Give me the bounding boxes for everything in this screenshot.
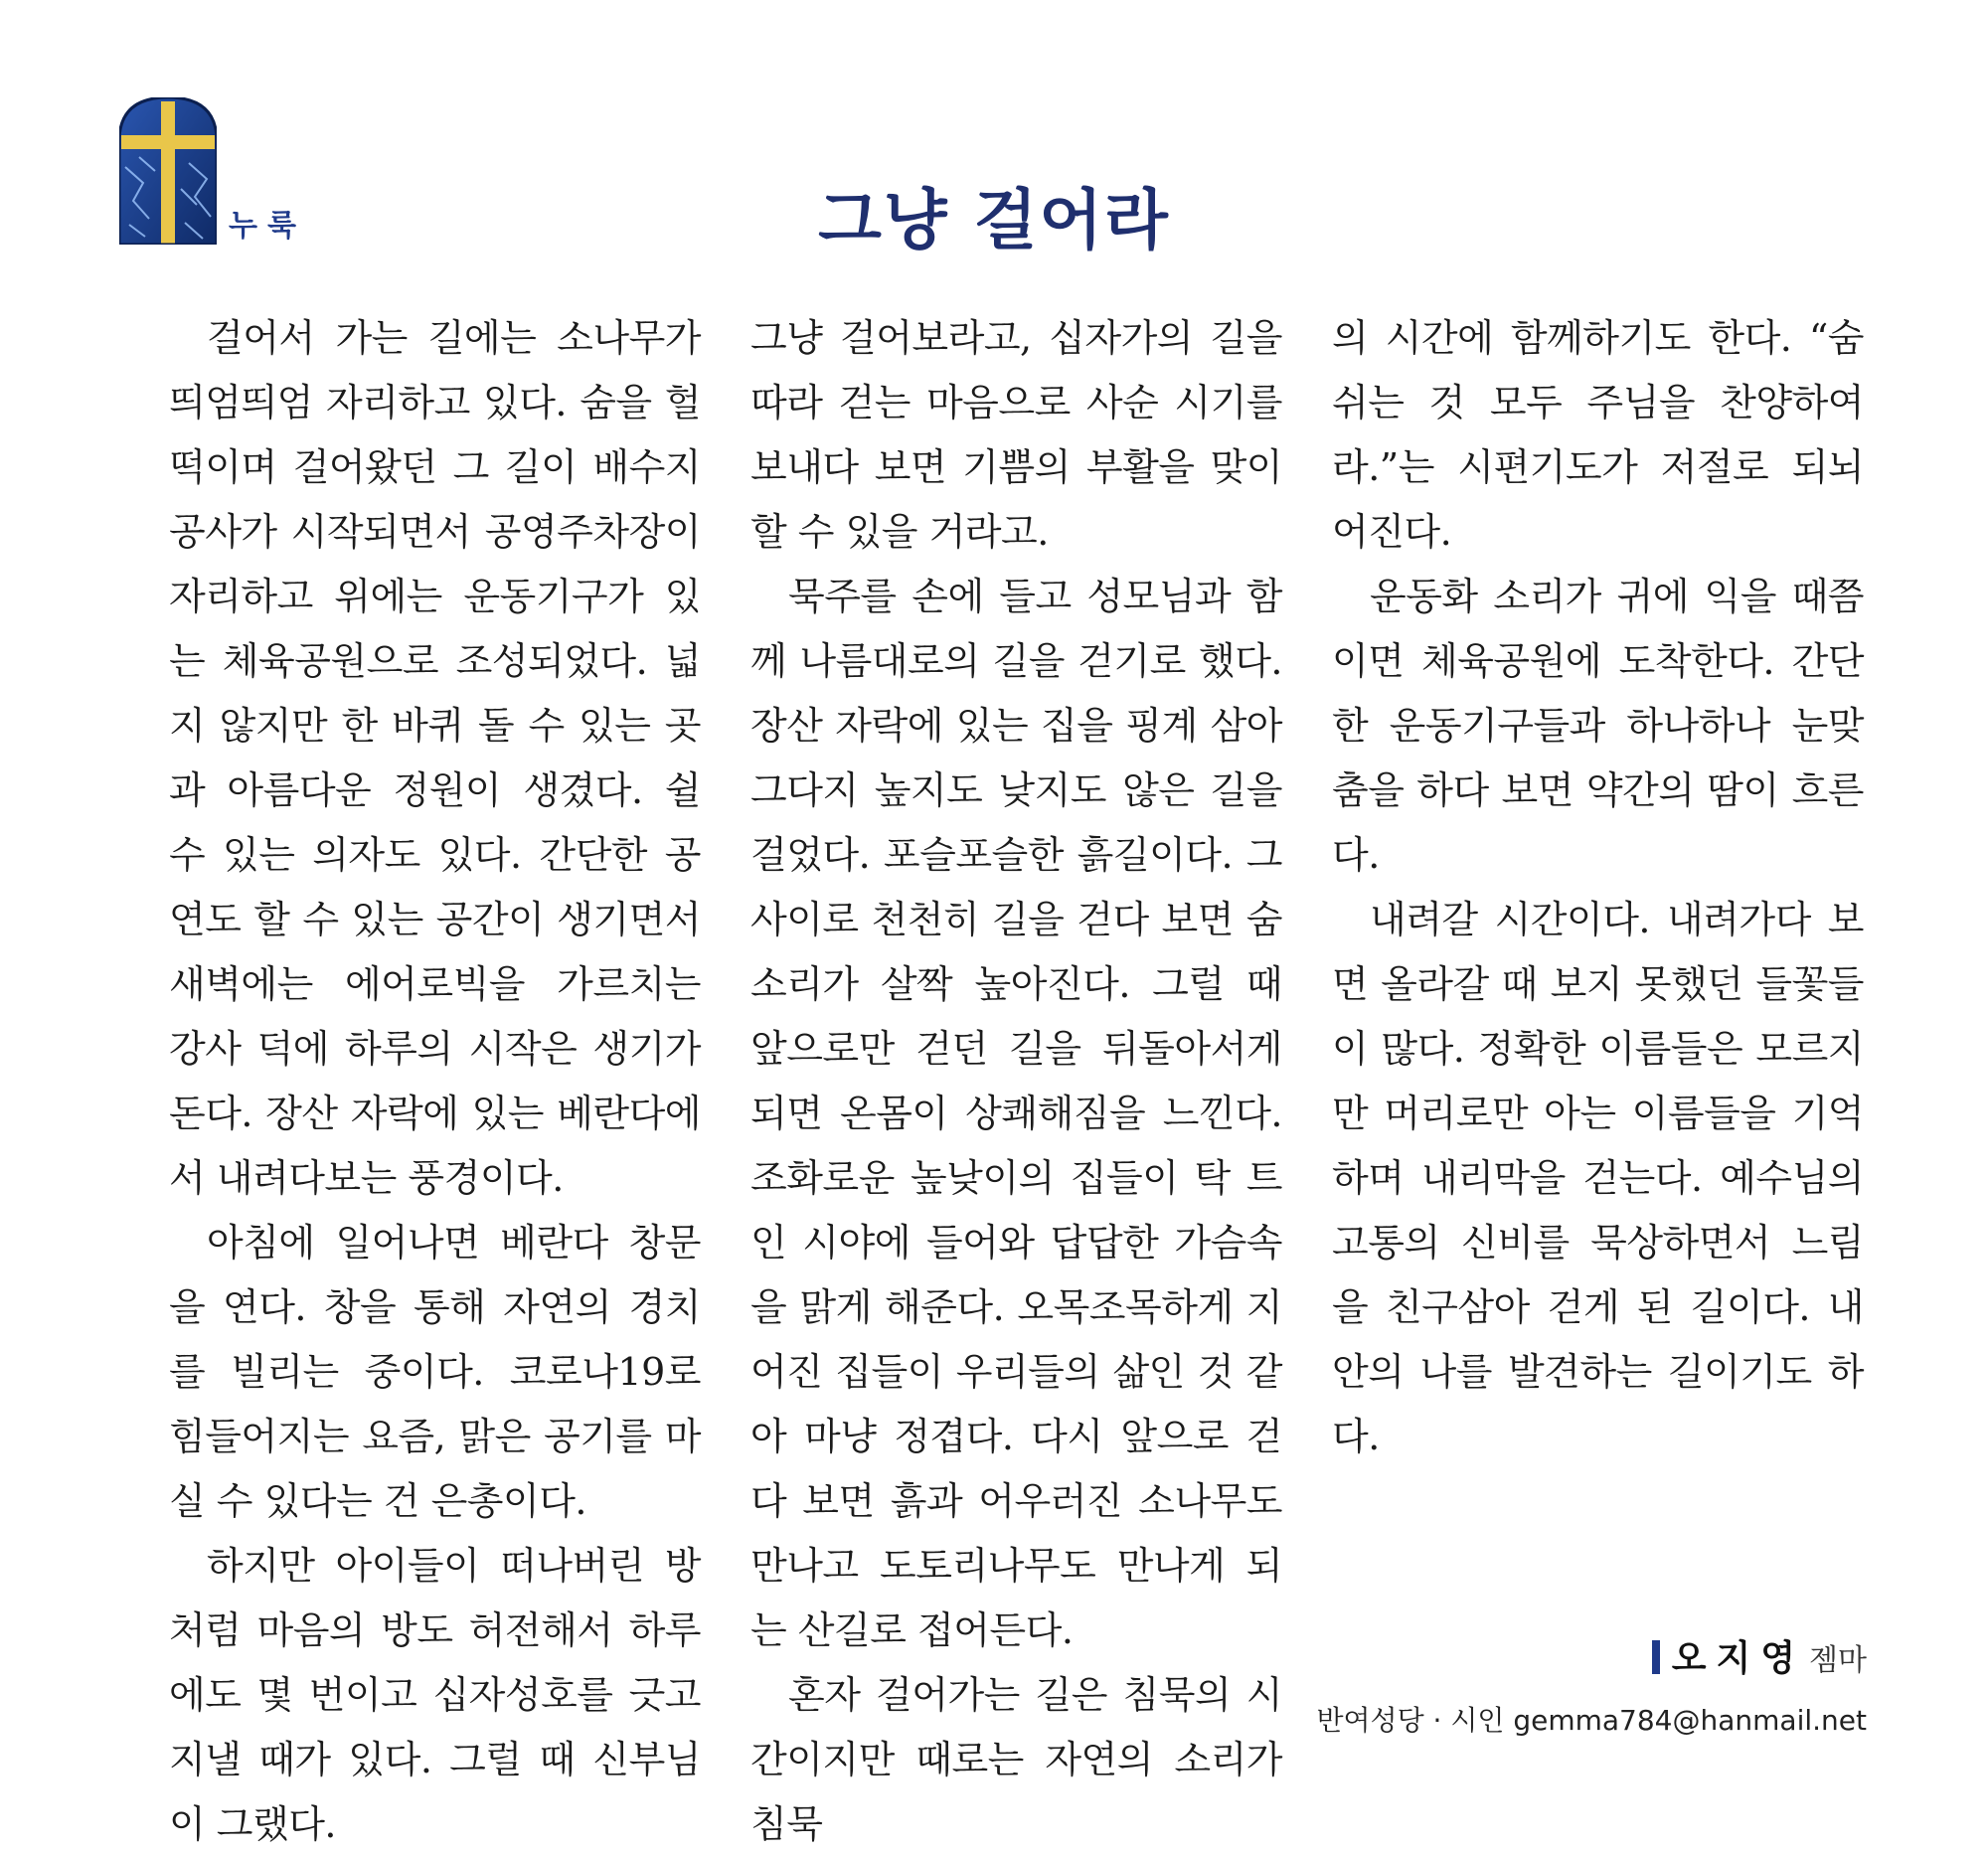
section-label: 누룩 <box>229 209 306 244</box>
article-body <box>169 306 1864 1846</box>
paragraph: 아침에 일어나면 베란다 창문을 연다. 창을 통해 자연의 경치를 빌리는 중이다. 코로나19로 힘들어지는 요즘, 맑은 공기를 마실 수 있다는 건 은총이다. <box>169 1221 701 1523</box>
author-name: 오지영 <box>1671 1638 1806 1679</box>
article-header <box>119 97 1869 256</box>
paragraph: 의 시간에 함께하기도 한다. “숨 쉬는 것 모두 주님을 찬양하여라.”는 시편기도가 저절로 되뇌어진다. <box>1332 316 1864 554</box>
text-column-1 <box>169 306 701 1846</box>
paragraph: 내려갈 시간이다. 내려가다 보면 올라갈 때 보지 못했던 들꽃들이 많다. 정확한 이름들은 모르지만 머리로만 아는 이름들을 기억하며 내리막을 걷는다. 예수님의 고통의 신비를 묵상하면서 느림을 친구삼아 걷게 된 길이다. 내 안의 나를 발견하는 길이기도 하다. <box>1332 898 1864 1458</box>
paragraph: 운동화 소리가 귀에 익을 때쯤이면 체육공원에 도착한다. 간단한 운동기구들과 하나하나 눈맞춤을 하다 보면 약간의 땀이 흐른다. <box>1332 575 1864 877</box>
article-title: 그냥 걸어라 <box>818 182 1170 258</box>
paragraph: 걸어서 가는 길에는 소나무가 띄엄띄엄 자리하고 있다. 숨을 헐떡이며 걸어왔던 그 길이 배수지 공사가 시작되면서 공영주차장이 자리하고 위에는 운동기구가 있는 체육공원으로 조성되었다. 넓지 않지만 한 바퀴 돌 수 있는 곳과 아름다운 정원이 생겼다. 쉴 수 있는 의자도 있다. 간단한 공연도 할 수 있는 공간이 생기면서 새벽에는 에어로빅을 가르치는 강사 덕에 하루의 시작은 생기가 돈다. 장산 자락에 있는 베란다에서 내려다보는 풍경이다. <box>169 316 701 1200</box>
author-saint-name: 젬마 <box>1809 1643 1867 1678</box>
text-column-2 <box>750 306 1282 1846</box>
paragraph: 묵주를 손에 들고 성모님과 함께 나름대로의 길을 걷기로 했다. 장산 자락에 있는 집을 핑계 삼아 그다지 높지도 낮지도 않은 길을 걸었다. 포슬포슬한 흙길이다. 그 사이로 천천히 길을 걷다 보면 숨소리가 살짝 높아진다. 그럴 때 앞으로만 걷던 길을 뒤돌아서게 되면 온몸이 상쾌해짐을 느낀다. 조화로운 높낮이의 집들이 탁 트인 시야에 들어와 답답한 가슴속을 맑게 해준다. 오목조목하게 지어진 집들이 우리들의 삶인 것 같아 마냥 정겹다. 다시 앞으로 걷다 보면 흙과 어우러진 소나무도 만나고 도토리나무도 만나게 되는 산길로 접어든다. <box>750 575 1282 1652</box>
author-byline <box>1316 1630 1867 1739</box>
author-line <box>1316 1630 1867 1681</box>
paragraph: 하지만 아이들이 떠나버린 방처럼 마음의 방도 허전해서 하루에도 몇 번이고 십자성호를 긋고 지낼 때가 있다. 그럴 때 신부님이 그랬다. <box>169 1544 701 1846</box>
author-affiliation: 반여성당 · 시인 gemma784@hanmail.net <box>1316 1704 1867 1737</box>
paragraph: 그냥 걸어보라고, 십자가의 길을 따라 걷는 마음으로 사순 시기를 보내다 보면 기쁨의 부활을 맞이할 수 있을 거라고. <box>750 316 1282 554</box>
paragraph: 혼자 걸어가는 길은 침묵의 시간이지만 때로는 자연의 소리가 침묵 <box>750 1673 1282 1846</box>
author-marker-bar <box>1652 1640 1660 1674</box>
text-column-3 <box>1332 306 1864 1738</box>
